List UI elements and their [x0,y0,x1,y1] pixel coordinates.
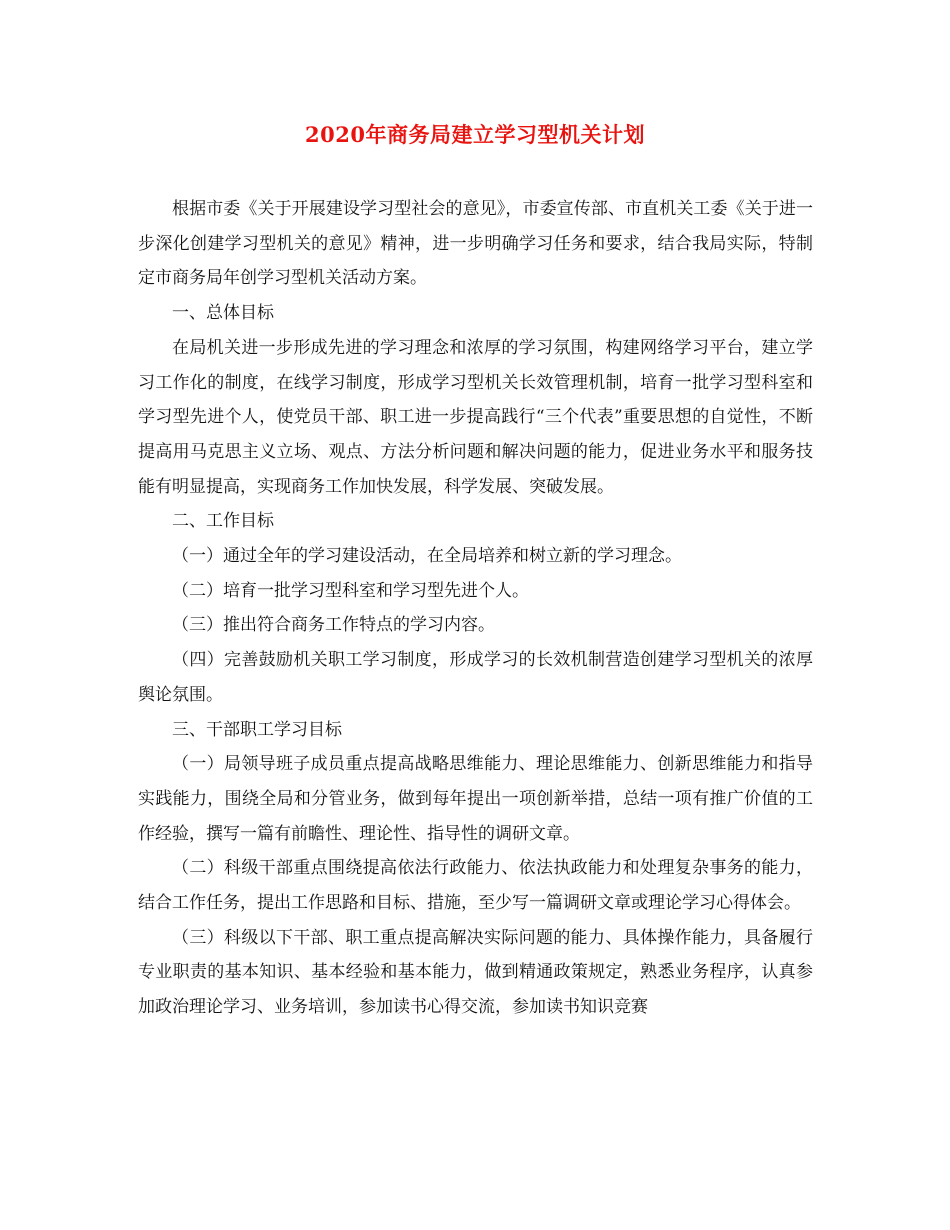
work-goal-item-3: （三）推出符合商务工作特点的学习内容。 [172,615,495,636]
overall-goal-paragraph: 在局机关进一步形成先进的学习理念和浓厚的学习氛围，构建网络学习平台，建立学习工作化的制度，在线学习制度，形成学习型机关长效管理机制，培育一批学习型科室和学习型先进个人，使党员干部、职工进一步提高践行“三个代表”重要思想的自觉性，不断提高用马克思主义立场、观点、方法分析问题和解决问题的能力，促进业务水平和服务技能有明显提高，实现商务工作加快发展，科学发展、突破发展。 [138,337,813,497]
document-title: 2020年商务局建立学习型机关计划 [305,122,645,147]
staff-goal-item-2: （二）科级干部重点围绕提高依法行政能力、依法执政能力和处理复杂事务的能力，结合工作任务，提出工作思路和目标、措施，至少写一篇调研文章或理论学习心得体会。 [138,858,813,914]
intro-paragraph: 根据市委《关于开展建设学习型社会的意见》，市委宣传部、市直机关工委《关于进一步深化创建学习型机关的意见》精神，进一步明确学习任务和要求，结合我局实际，特制定市商务局年创学习型机关活动方案。 [138,199,813,289]
section-heading-staff-goal: 三、干部职工学习目标 [172,719,342,740]
work-goal-item-4: （四）完善鼓励机关职工学习制度，形成学习的长效机制营造创建学习型机关的浓厚舆论氛围。 [138,650,813,705]
staff-goal-item-3: （三）科级以下干部、职工重点提高解决实际问题的能力、具体操作能力，具备履行专业职责的基本知识、基本经验和基本能力，做到精通政策规定，熟悉业务程序，认真参加政治理论学习、业务培训，参加读书心得交流，参加读书知识竞赛 [138,927,813,1018]
section-heading-overall-goal: 一、总体目标 [172,303,274,324]
work-goal-item-1: （一）通过全年的学习建设活动，在全局培养和树立新的学习理念。 [172,546,682,567]
section-heading-work-goal: 二、工作目标 [172,511,274,532]
staff-goal-item-1: （一）局领导班子成员重点提高战略思维能力、理论思维能力、创新思维能力和指导实践能力，围绕全局和分管业务，做到每年提出一项创新举措，总结一项有推广价值的工作经验，撰写一篇有前瞻性、理论性、指导性的调研文章。 [138,754,813,844]
document-body [138,192,813,1025]
work-goal-item-2: （二）培育一批学习型科室和学习型先进个人。 [172,580,529,601]
